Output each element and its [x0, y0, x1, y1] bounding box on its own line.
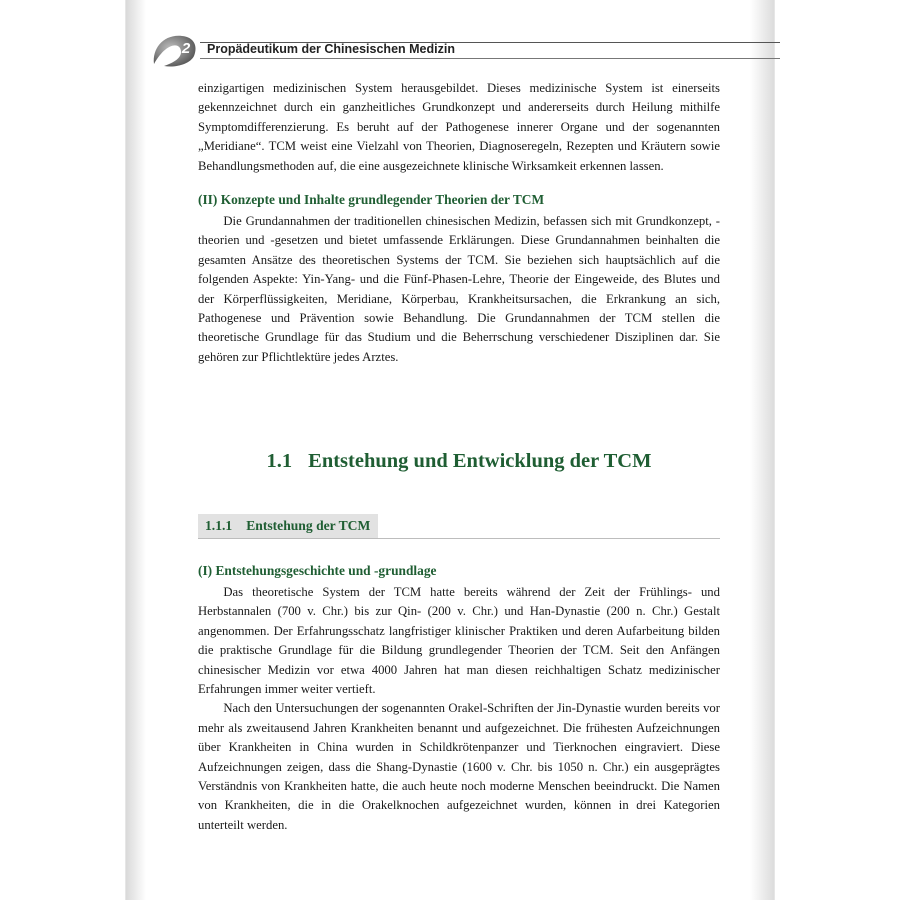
origin-paragraph-2: Nach den Untersuchungen der sogenannten Orakel-Schriften der Jin-Dynastie wurden bereits vor mehr als zweitausend Jahren Krankheiten benannt und aufgezeichnet. Die frühesten Aufzeichnungen über Krankheiten in China wurden in Schildkrötenpanzer und Tierknochen eingraviert. Diese Aufzeichnungen zeigen, dass die Shang-Dynastie (1600 v. Chr. bis 1050 n. Chr.) ein ausgeprägtes Verständnis von Krankheiten hatte, die auch heute noch moderne Menschen beeindruckt. Die Namen von Krankheiten, die in die Orakelknochen aufgezeichnet wurden, können in drei Kategorien unterteilt werden.	[198, 701, 720, 832]
concepts-heading: (II) Konzepte und Inhalte grundlegender Theorien der TCM	[198, 192, 545, 208]
page-number: 2	[181, 40, 191, 57]
subsection-heading	[198, 514, 378, 539]
section-heading	[198, 450, 720, 473]
page-header	[150, 30, 780, 70]
concepts-paragraph: Die Grundannahmen der traditionellen chinesischen Medizin, befassen sich mit Grundkonzept, -theorien und -gesetzen und bietet umfassende Erklärungen. Diese Grundannahmen beinhalten die gesamten Ansätze des theoretischen Systems der TCM. Sie beziehen sich hauptsächlich auf die folgenden Aspekte: Yin-Yang- und die Fünf-Phasen-Lehre, Theorie der Eingeweide, des Blutes und der Körperflüssigkeiten, Meridiane, Körperbau, Krankheitsursachen, die Erkrankung an sich, Pathogenese und Prävention sowie Behandlung. Die Grundannahmen der TCM stellen die theoretische Grundlage für das Studium und die Beherrschung verschiedener Disziplinen dar. Sie gehören zur Pflichtlektüre jedes Arztes.	[198, 214, 720, 364]
section-title: Entstehung und Entwicklung der TCM	[308, 450, 652, 472]
section-number: 1.1	[266, 450, 293, 472]
page-shadow-right	[750, 0, 774, 900]
origin-content	[198, 561, 720, 835]
page-content	[198, 79, 720, 367]
intro-paragraph: einzigartigen medizinischen System herausgebildet. Dieses medizinische System ist einerseits gekennzeichnet durch ein ganzheitliches Grundkonzept und andererseits durch Heilung mithilfe Symptomdifferenzierung. Es beruht auf der Pathogenese innerer Organe und der sogenannten „Meridiane“. TCM weist eine Vielzahl von Theorien, Diagnoseregeln, Rezepten und Kräutern sowie Behandlungsmethoden auf, die eine ausgezeichnete klinische Wirksamkeit erkennen lassen.	[198, 81, 720, 173]
page-shadow-left	[126, 0, 146, 900]
origin-heading: (I) Entstehungsgeschichte und -grundlage	[198, 563, 437, 578]
header-rule-bottom	[200, 58, 780, 59]
running-title: Propädeutikum der Chinesischen Medizin	[207, 42, 455, 56]
origin-paragraph-1: Das theoretische System der TCM hatte bereits während der Zeit der Frühlings- und Herbstannalen (700 v. Chr.) bis zur Qin- (200 v. Chr.) und Han-Dynastie (200 n. Chr.) Gestalt angenommen. Der Erfahrungsschatz langfristiger klinischer Praktiken und deren Aufarbeitung bilden die praktische Grundlage für die Bildung grundlegender Theorien der TCM. Seit den Anfängen chinesischer Medizin vor etwa 4000 Jahren hat man diesen reichhaltigen Schatz medizinischer Erfahrungen immer weiter vertieft.	[198, 585, 720, 697]
subsection-number: 1.1.1	[205, 518, 233, 533]
subsection-title: Entstehung der TCM	[246, 518, 371, 533]
